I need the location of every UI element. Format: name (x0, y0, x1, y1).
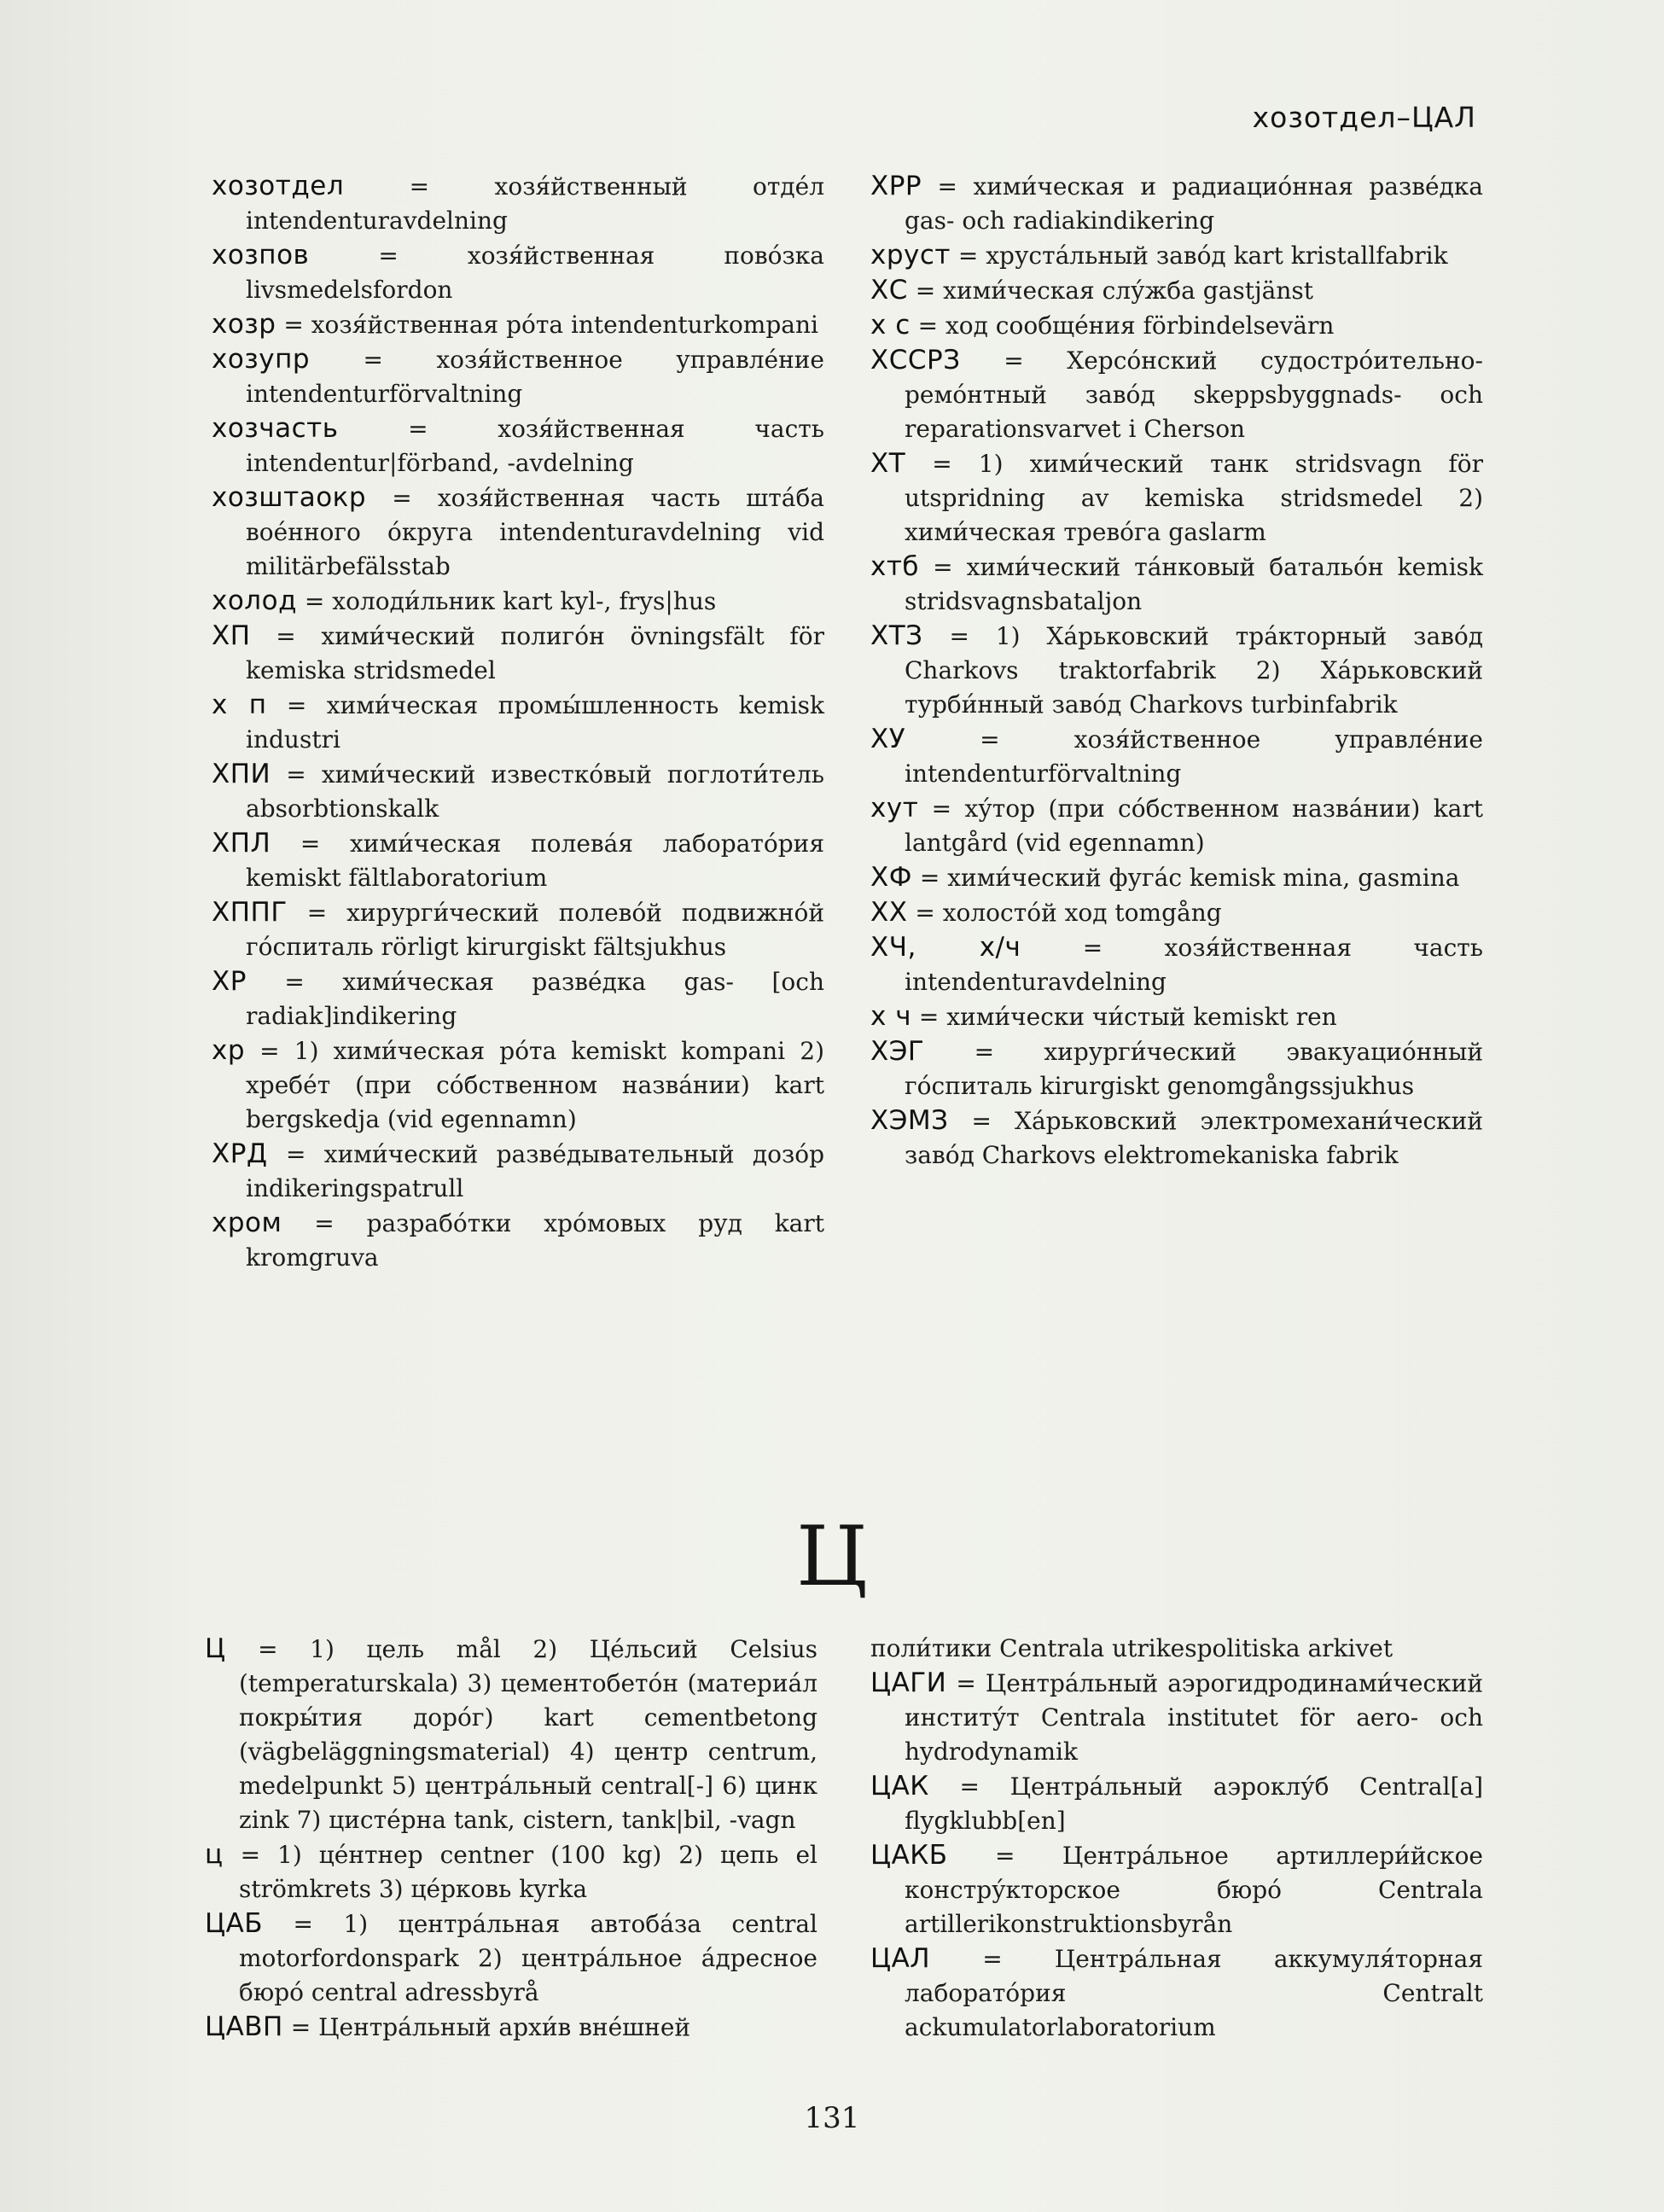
entry-definition: = Ха́рьковский электромехани́ческий заво́д Charkovs elektromekaniska fabrik (905, 1107, 1483, 1169)
entry-headword: ЦАЛ (870, 1943, 931, 1974)
entry-definition: = холоди́льник kart kyl-, frys|hus (297, 587, 717, 615)
entry-headword: ХТ (870, 448, 906, 479)
entry-definition: = хирурги́ческий эвакуацио́нный го́спиталь kirurgiskt genomgångssjukhus (905, 1038, 1483, 1100)
entry-headword: ХЭГ (870, 1036, 925, 1067)
dictionary-entry (212, 619, 824, 688)
dictionary-entry (212, 238, 824, 307)
dictionary-entry (205, 2010, 817, 2045)
entry-headword: ХРД (212, 1138, 268, 1169)
section-letter: Ц (796, 1509, 868, 1604)
dictionary-entry (212, 411, 824, 480)
entry-definition: = хими́ческая полева́я лаборато́рия kemiskt fältlaboratorium (246, 830, 824, 892)
entry-definition: = Центра́льное артиллери́йское констру́кторское бюро́ Centrala artillerikonstruktionsbyrån (905, 1842, 1483, 1938)
dictionary-entry (205, 1906, 817, 2010)
entry-definition: = хруста́льный заво́д kart kristallfabrik (950, 242, 1448, 270)
entry-definition: = 1) це́нтнер centner (100 kg) 2) цепь el strömkrets 3) це́рковь kyrka (223, 1841, 817, 1903)
dictionary-entry (870, 1838, 1483, 1941)
dictionary-entry (870, 1769, 1483, 1838)
entry-definition: = хозя́йственная пово́зка livsmedelsfordon (246, 242, 824, 304)
entry-headword: хозчасть (212, 413, 339, 444)
entry-definition: = Центра́льный архи́в вне́шней (282, 2013, 691, 2041)
dictionary-entry (205, 1837, 817, 1906)
entry-headword: х с (870, 310, 911, 341)
dictionary-entry (212, 1206, 824, 1275)
dictionary-entry (870, 1632, 1483, 1666)
dictionary-entry (212, 895, 824, 964)
dictionary-entry (870, 1666, 1483, 1769)
dictionary-entry (870, 895, 1483, 930)
column-left-bottom (205, 1632, 817, 2045)
column-right-bottom (870, 1632, 1483, 2045)
dictionary-entry (212, 757, 824, 826)
entry-definition: = хими́ческий та́нковый батальо́н kemisk stridsvagnsbataljon (905, 553, 1483, 615)
dictionary-entry (870, 722, 1483, 791)
entry-definition: = хими́ческий разве́дывательный дозо́р indikeringspatrull (246, 1140, 824, 1202)
entry-headword: ХС (870, 275, 908, 306)
entry-definition: = хими́ческий фуга́с kemisk mina, gasmina (911, 864, 1460, 892)
entry-headword: ЦАКБ (870, 1840, 948, 1871)
dictionary-entry (870, 1034, 1483, 1103)
entry-definition: = хозя́йственное управле́ние intendenturförvaltning (905, 725, 1483, 788)
entry-definition: = хими́ческая промы́шленность kemisk industri (246, 691, 824, 754)
entry-definition: = хозя́йственное управле́ние intendenturförvaltning (246, 346, 824, 408)
dictionary-entry (870, 273, 1483, 308)
entry-definition: = 1) хими́ческая ро́та kemiskt kompani 2) хребе́т (при со́бственном назва́нии) kart bergskedja (vid egennamn) (245, 1037, 824, 1133)
entry-definition: = хозя́йственная часть intendentur|förband, -avdelning (246, 415, 824, 477)
entry-headword: ц (205, 1839, 224, 1870)
entry-definition: = хими́ческая слу́жба gastjänst (907, 276, 1313, 305)
entry-definition: = ход сообще́ния förbindelsevärn (910, 311, 1335, 340)
dictionary-entry (212, 964, 824, 1033)
dictionary-entry (205, 1632, 817, 1837)
entry-definition: = ху́тор (при со́бственном назва́нии) kart lantgård (vid egennamn) (905, 795, 1483, 857)
dictionary-entry (870, 308, 1483, 343)
entry-definition: поли́тики Centrala utrikespolitiska arkivet (870, 1634, 1393, 1662)
column-left-top (212, 169, 824, 1275)
entry-definition: = хими́чески чи́стый kemiskt ren (911, 1003, 1337, 1031)
entry-headword: ХУ (870, 724, 906, 754)
dictionary-entry (870, 550, 1483, 619)
entry-definition: = 1) центра́льная автоба́за central motorfordonspark 2) центра́льное а́дресное бюро́ central adressbyrå (239, 1910, 817, 2006)
entry-definition: = Центра́льная аккумуля́торная лаборато́рия Centralt ackumulatorlaboratorium (905, 1945, 1483, 2041)
entry-headword: хут (870, 793, 919, 824)
entry-definition: = хими́ческая разве́дка gas- [och radiak]indikering (246, 968, 824, 1030)
entry-definition: = хими́ческая и радиацио́нная разве́дка gas- och radiakindikering (905, 172, 1483, 235)
entry-headword: хтб (870, 551, 920, 582)
entry-headword: хром (212, 1208, 282, 1238)
entry-definition: = хими́ческий полиго́н övningsfält för kemiska stridsmedel (246, 622, 824, 684)
dictionary-entry (212, 584, 824, 619)
page-number: 131 (804, 2101, 860, 2135)
dictionary-entry (212, 342, 824, 411)
entry-definition: = хозя́йственный отде́л intendenturavdelning (246, 172, 824, 235)
entry-definition: = 1) Ха́рьковский тра́кторный заво́д Charkovs traktorfabrik 2) Ха́рьковский турби́нный заво́д Charkovs turbinfabrik (905, 622, 1483, 719)
dictionary-entry (870, 1103, 1483, 1173)
entry-headword: Ц (205, 1633, 226, 1664)
dictionary-entry (870, 446, 1483, 550)
entry-headword: хозотдел (212, 171, 345, 201)
entry-headword: хр (212, 1035, 246, 1066)
dictionary-entry (870, 999, 1483, 1034)
entry-headword: ХССРЗ (870, 345, 961, 375)
entry-definition: = 1) хими́ческий танк stridsvagn för utspridning av kemiska stridsmedel 2) хими́ческая трево́га gaslarm (905, 450, 1483, 546)
entry-definition: = Херсо́нский судостро́ительно-ремо́нтный заво́д skeppsbyggnads- och reparationsvarvet i Cherson (905, 346, 1483, 443)
entry-headword: ХП (212, 620, 251, 651)
dictionary-entry (212, 1033, 824, 1137)
dictionary-entry (870, 238, 1483, 273)
entry-headword: хозр (212, 309, 276, 340)
dictionary-entry (212, 1137, 824, 1206)
entry-definition: = Центра́льный аэроклу́б Central[a] flygklubb[en] (905, 1773, 1483, 1835)
entry-headword: ЦАВП (205, 2011, 283, 2042)
entry-headword: хруст (870, 240, 951, 271)
dictionary-entry (212, 169, 824, 238)
entry-headword: хозштаокр (212, 482, 367, 513)
entry-definition: = хими́ческий известко́вый поглоти́тель absorbtionskalk (246, 760, 824, 823)
dictionary-entry (870, 1941, 1483, 2045)
entry-definition: = хозя́йственная ро́та intendenturkompani (276, 311, 818, 339)
entry-definition: = холосто́й ход tomgång (907, 899, 1222, 927)
dictionary-entry (870, 169, 1483, 238)
entry-headword: ЦАБ (205, 1908, 264, 1939)
dictionary-entry (870, 930, 1483, 999)
entry-headword: хозупр (212, 344, 311, 375)
dictionary-entry (212, 826, 824, 895)
entry-headword: ХХ (870, 897, 908, 928)
entry-headword: х ч (870, 1001, 912, 1032)
entry-definition: = хозя́йственная часть intendenturavdelning (905, 934, 1483, 996)
dictionary-entry (870, 343, 1483, 446)
dictionary-entry (870, 860, 1483, 895)
entry-definition: = Центра́льный аэрогидродинами́ческий институ́т Centrala institutet för aero- och hydrodynamik (905, 1669, 1483, 1766)
entry-headword: ХПЛ (212, 828, 271, 859)
running-head: хозотдел–ЦАЛ (1252, 101, 1476, 134)
dictionary-entry (870, 791, 1483, 860)
dictionary-entry (212, 688, 824, 757)
entry-headword: ХР (212, 966, 247, 997)
entry-headword: ХЧ, х/ч (870, 932, 1021, 963)
entry-headword: ХЭМЗ (870, 1105, 949, 1136)
entry-headword: ЦАК (870, 1771, 929, 1802)
entry-headword: ХРР (870, 171, 922, 201)
entry-headword: ХТЗ (870, 620, 923, 651)
entry-headword: холод (212, 585, 298, 616)
dictionary-entry (212, 480, 824, 584)
entry-definition: = 1) цель mål 2) Це́льсий Celsius (temperaturskala) 3) цементобето́н (материа́л покры́тия доро́г) kart cementbetong (vägbeläggningsmaterial) 4) центр centrum, medelpunkt 5) центра́льный central[-] 6) цинк zink 7) цисте́рна tank, cistern, tank|bil, -vagn (225, 1635, 817, 1834)
entry-definition: = хозя́йственная часть шта́ба вое́нного о́круга intendenturavdelning vid militärbefälsstab (246, 484, 824, 580)
entry-definition: = хирурги́ческий полево́й подвижно́й го́спиталь rörligt kirurgiskt fältsjukhus (246, 899, 824, 961)
entry-headword: ХФ (870, 862, 912, 893)
dictionary-entry (870, 619, 1483, 722)
entry-headword: ХПИ (212, 759, 271, 789)
column-right-top (870, 169, 1483, 1173)
entry-headword: х п (212, 690, 267, 720)
dictionary-entry (212, 307, 824, 342)
entry-headword: ЦАГИ (870, 1668, 947, 1698)
entry-headword: ХППГ (212, 897, 288, 928)
entry-definition: = разрабо́тки хро́мовых руд kart kromgruva (246, 1209, 824, 1272)
entry-headword: хозпов (212, 240, 310, 271)
